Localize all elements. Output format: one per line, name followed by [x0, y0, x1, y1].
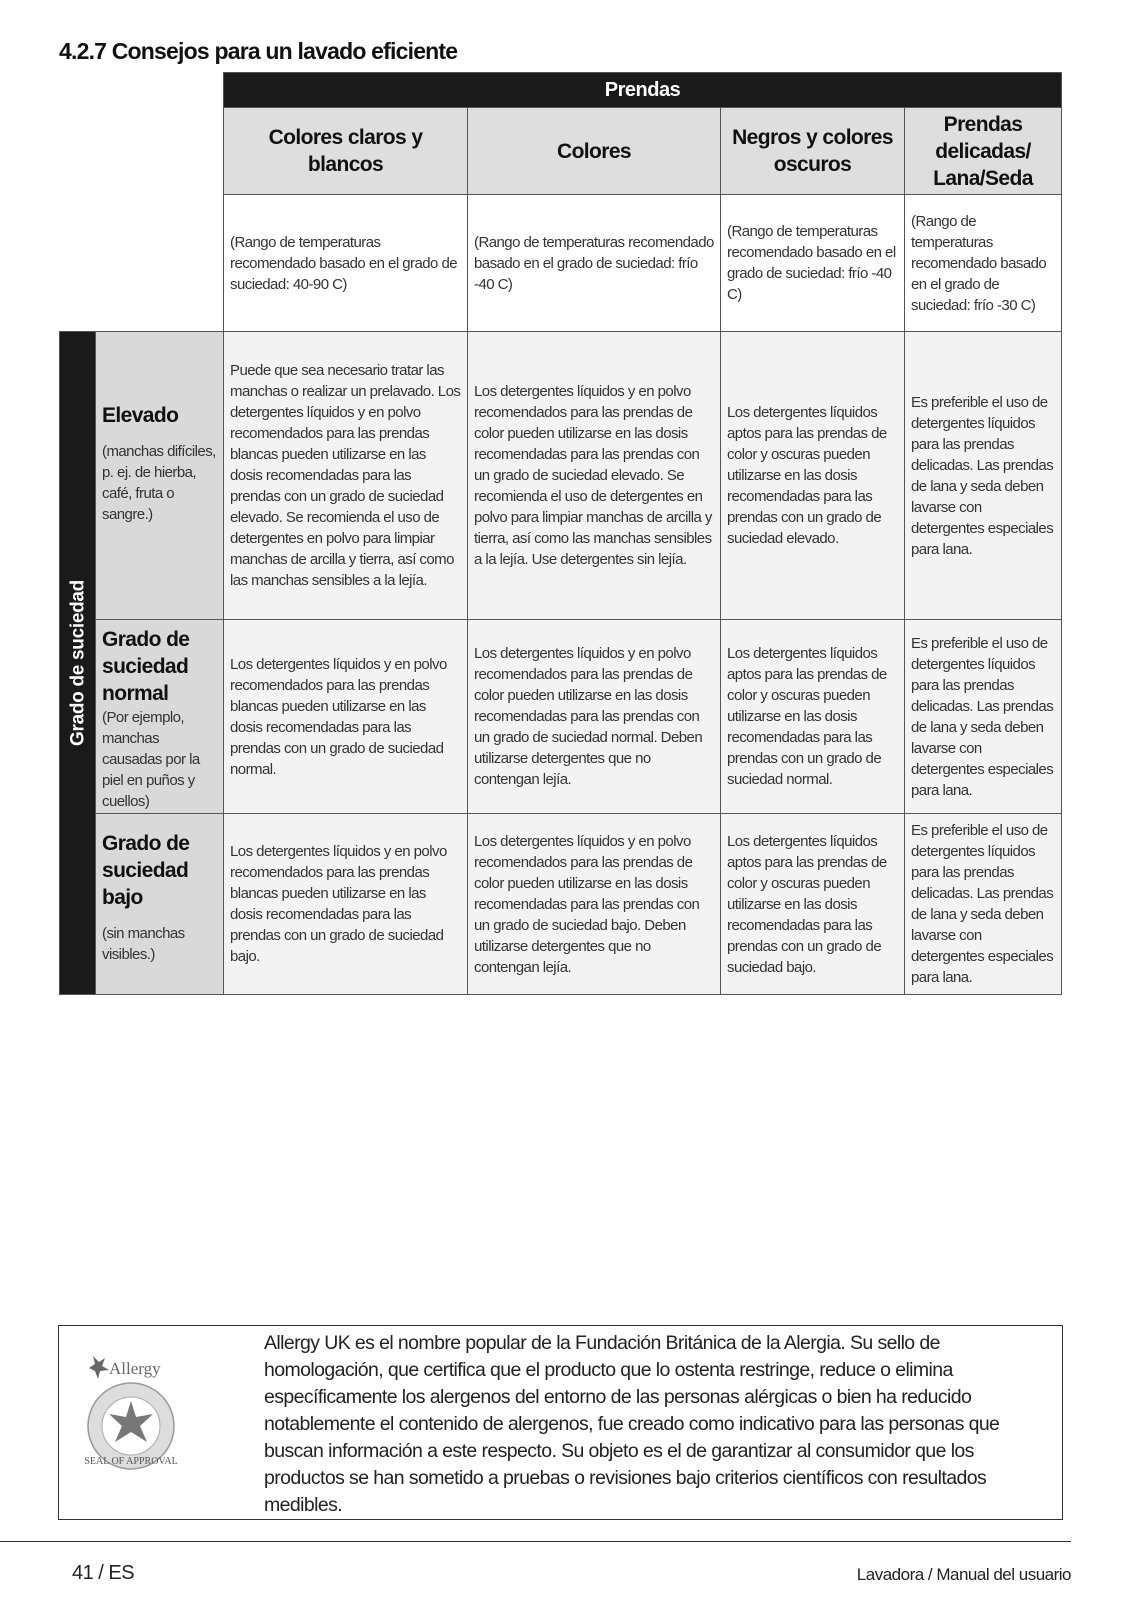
table-row: [60, 332, 1062, 620]
table-cell: Los detergentes líquidos y en polvo recomendados para las prendas de color pueden utilizarse en las dosis recomendadas para las prendas con un grado de suciedad elevado. Se recomienda el uso de detergentes en polvo para limpiar manchas de arcilla y tierra, así como las manchas sensibles a la lejía. Use detergentes sin lejía.: [468, 332, 721, 620]
table-cell: Los detergentes líquidos y en polvo recomendados para las prendas de color pueden utilizarse en las dosis recomendadas para las prendas con un grado de suciedad normal. Deben utilizarse detergentes que no contengan lejía.: [468, 620, 721, 814]
row-label-title: Elevado: [102, 404, 179, 427]
row-label-sub: (manchas difíciles, p. ej. de hierba, café, fruta o sangre.): [102, 443, 216, 523]
temperature-cell: (Rango de temperaturas recomendado basado en el grado de suciedad: frío -40 C): [721, 195, 905, 332]
section-title: 4.2.7 Consejos para un lavado eficiente: [59, 38, 458, 64]
table-cell: Los detergentes líquidos y en polvo recomendados para las prendas blancas pueden utilizarse en las dosis recomendadas para las prendas con un grado de suciedad bajo.: [224, 814, 468, 995]
table-cell: Puede que sea necesario tratar las manchas o realizar un prelavado. Los detergentes líquidos y en polvo recomendados para las prendas blancas pueden utilizarse en las dosis recomendadas para las prendas con un grado de suciedad elevado. Se recomienda el uso de detergentes en polvo para limpiar manchas de arcilla y tierra, así como las manchas sensibles a la lejía.: [224, 332, 468, 620]
row-label-title: Grado de suciedad bajo: [102, 832, 190, 909]
table-cell: Los detergentes líquidos aptos para las prendas de color y oscuras pueden utilizarse en las dosis recomendadas para las prendas con un grado de suciedad elevado.: [721, 332, 905, 620]
table-cell: Los detergentes líquidos aptos para las prendas de color y oscuras pueden utilizarse en las dosis recomendadas para las prendas con un grado de suciedad normal.: [721, 620, 905, 814]
group-header-prendas: Prendas: [224, 73, 1062, 108]
row-label-sub: (sin manchas visibles.): [102, 925, 185, 963]
table-cell: Es preferible el uso de detergentes líquidos para las prendas delicadas. Las prendas de lana y seda deben lavarse con detergentes especiales para lana.: [905, 332, 1062, 620]
column-header: Prendas delicadas/ Lana/Seda: [905, 108, 1062, 195]
allergy-uk-box: [58, 1325, 1063, 1520]
empty-corner: [60, 108, 224, 332]
table-cell: Los detergentes líquidos aptos para las prendas de color y oscuras pueden utilizarse en las dosis recomendadas para las prendas con un grado de suciedad bajo.: [721, 814, 905, 995]
table-row: [60, 620, 1062, 814]
table-cell: Los detergentes líquidos y en polvo recomendados para las prendas blancas pueden utilizarse en las dosis recomendadas para las prendas con un grado de suciedad normal.: [224, 620, 468, 814]
column-header: Colores claros y blancos: [224, 108, 468, 195]
row-label: [96, 814, 224, 995]
empty-corner: [60, 73, 224, 108]
svg-text:SEAL OF APPROVAL: SEAL OF APPROVAL: [84, 1456, 178, 1467]
side-label-text: Grado de suciedad: [67, 580, 88, 746]
temperature-cell: (Rango de temperaturas recomendado basado en el grado de suciedad: frío -40 C): [468, 195, 721, 332]
allergy-seal-logo: [81, 1354, 181, 1474]
footer-divider: [0, 1541, 1071, 1542]
washing-tips-table: [59, 72, 1062, 995]
side-label: [60, 332, 96, 995]
svg-text:Allergy: Allergy: [109, 1359, 161, 1378]
table-row: [60, 814, 1062, 995]
page-number: 41 / ES: [72, 1562, 135, 1584]
allergy-text: Allergy UK es el nombre popular de la Fundación Británica de la Alergia. Su sello de homologación, que certifica que el producto que lo ostenta restringe, reduce o elimina específicamente los alergenos del entorno de las personas alérgicas o bien ha reducido notablemente el contenido de alergenos, fue creado como indicativo para las personas que buscan información a este respecto. Su objeto es el de garantizar al consumidor que los productos se han sometido a pruebas o revisiones bajo criterios científicos con resultados medibles.: [264, 1332, 1000, 1516]
row-label: [96, 620, 224, 814]
manual-title: Lavadora / Manual del usuario: [856, 1565, 1071, 1584]
table-cell: Es preferible el uso de detergentes líquidos para las prendas delicadas. Las prendas de lana y seda deben lavarse con detergentes especiales para lana.: [905, 620, 1062, 814]
row-label: [96, 332, 224, 620]
temperature-cell: (Rango de temperaturas recomendado basado en el grado de suciedad: 40-90 C): [224, 195, 468, 332]
column-header: Colores: [468, 108, 721, 195]
table-cell: Es preferible el uso de detergentes líquidos para las prendas delicadas. Las prendas de lana y seda deben lavarse con detergentes especiales para lana.: [905, 814, 1062, 995]
temperature-cell: (Rango de temperaturas recomendado basado en el grado de suciedad: frío -30 C): [905, 195, 1062, 332]
table-cell: Los detergentes líquidos y en polvo recomendados para las prendas de color pueden utilizarse en las dosis recomendadas para las prendas con un grado de suciedad bajo. Deben utilizarse detergentes que no contengan lejía.: [468, 814, 721, 995]
row-label-sub: (Por ejemplo, manchas causadas por la piel en puños y cuellos): [102, 709, 200, 810]
column-header: Negros y colores oscuros: [721, 108, 905, 195]
row-label-title: Grado de suciedad normal: [102, 628, 190, 705]
